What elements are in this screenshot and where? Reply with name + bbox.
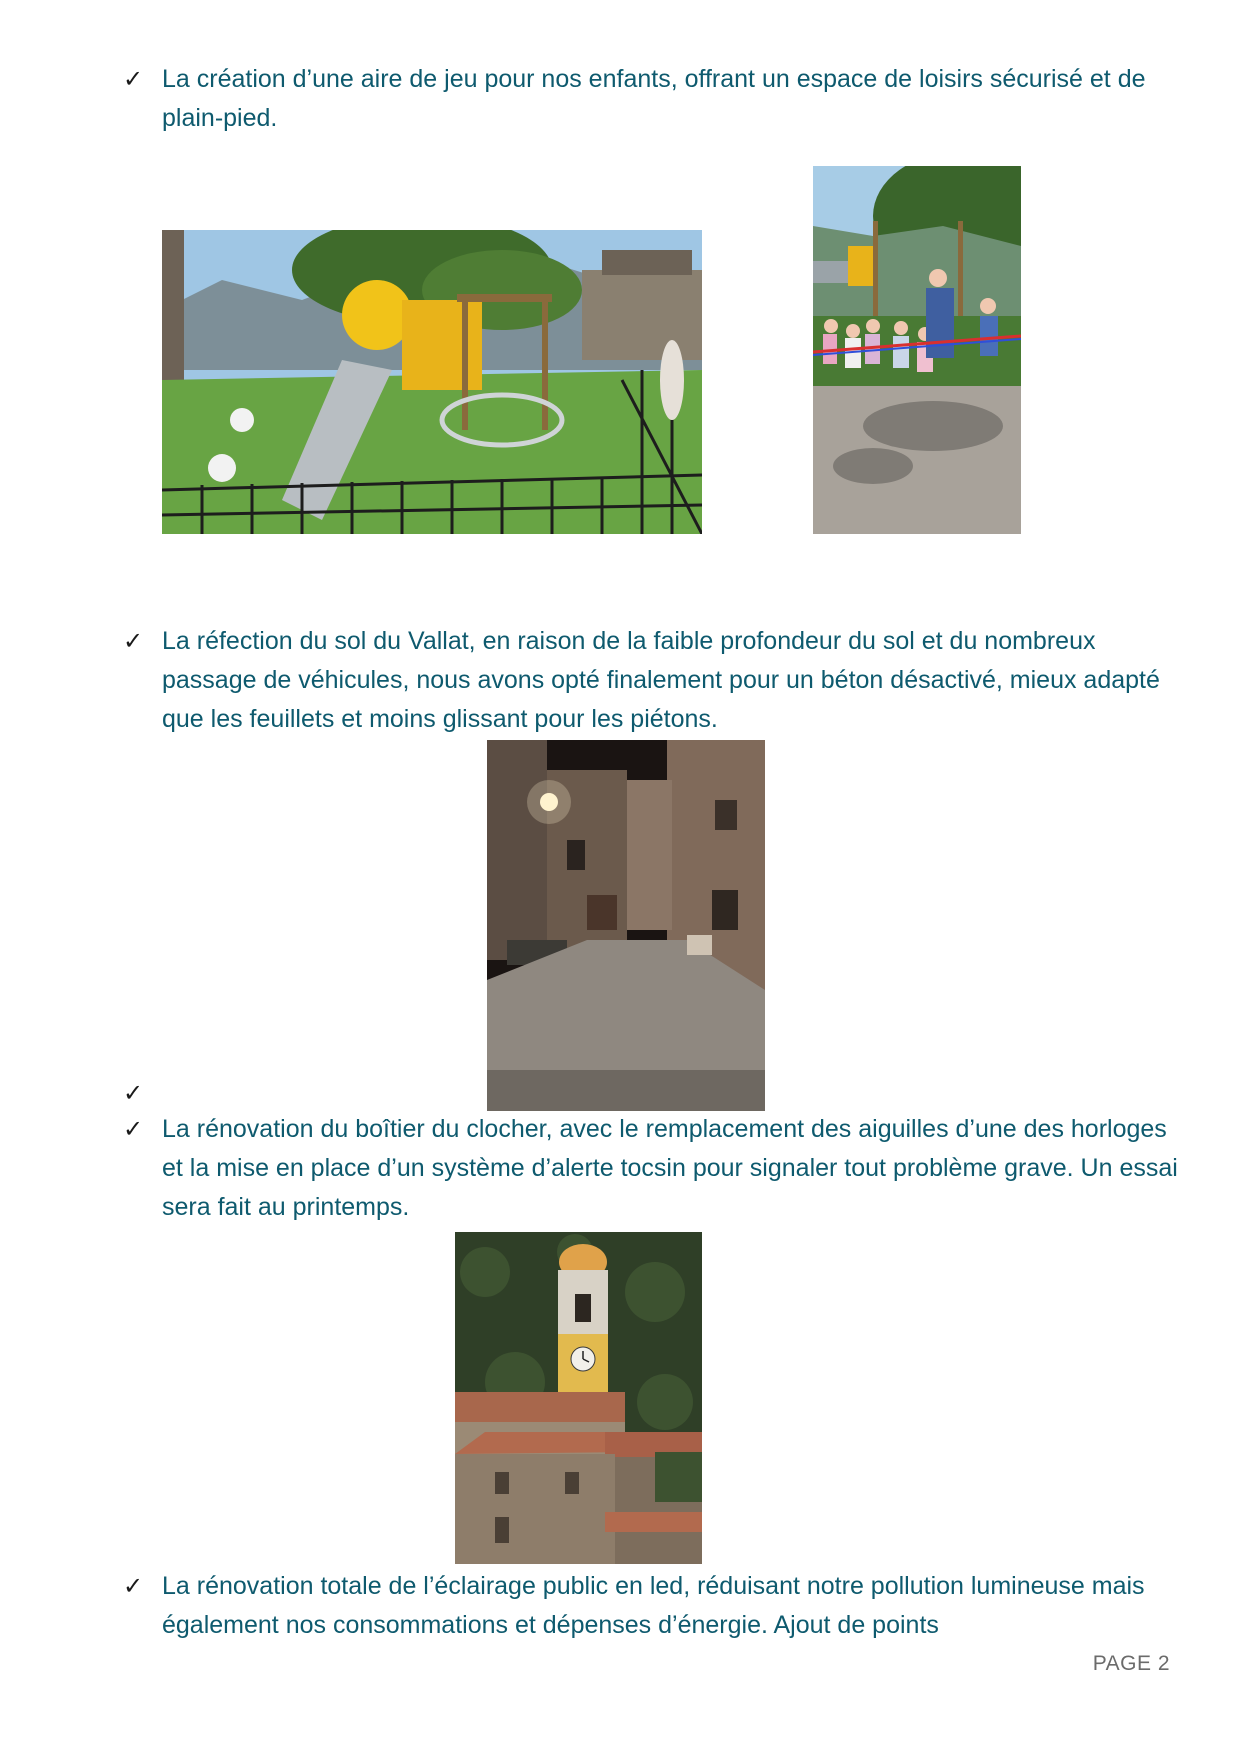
bullet-item-eclairage <box>123 1567 1183 1645</box>
checkmark-icon: ✓ <box>123 1572 144 1600</box>
bullet-text: La rénovation du boîtier du clocher, avec le remplacement des aiguilles d’une des horloges et la mise en place d’un système d’alerte tocsin pour signaler tout problème grave. Un essai sera fait au printemps. <box>162 1115 1178 1221</box>
bullet-text: La réfection du sol du Vallat, en raison de la faible profondeur du sol et du nombreux passage de véhicules, nous avons opté finalement pour un béton désactivé, mieux adapté que les feuillets et moins glissant pour les piétons. <box>162 627 1160 733</box>
playground-photo <box>162 230 702 534</box>
bullet-item-vallat <box>123 622 1183 739</box>
bell-tower-photo <box>455 1232 702 1564</box>
vallat-street-photo <box>487 740 765 1111</box>
inauguration-photo <box>813 166 1021 534</box>
checkmark-icon: ✓ <box>123 627 144 655</box>
bullet-item-clocher <box>123 1110 1183 1227</box>
bullet-text: La création d’une aire de jeu pour nos enfants, offrant un espace de loisirs sécurisé et de plain-pied. <box>162 65 1146 132</box>
bullet-text: La rénovation totale de l’éclairage public en led, réduisant notre pollution lumineuse mais également nos consommations et dépenses d’énergie. Ajout de points <box>162 1572 1145 1639</box>
page-number: PAGE 2 <box>1092 1652 1170 1675</box>
checkmark-icon: ✓ <box>123 1115 144 1143</box>
bullet-item-playground <box>123 60 1183 138</box>
checkmark-icon: ✓ <box>123 1079 144 1107</box>
checkmark-icon: ✓ <box>123 65 144 93</box>
